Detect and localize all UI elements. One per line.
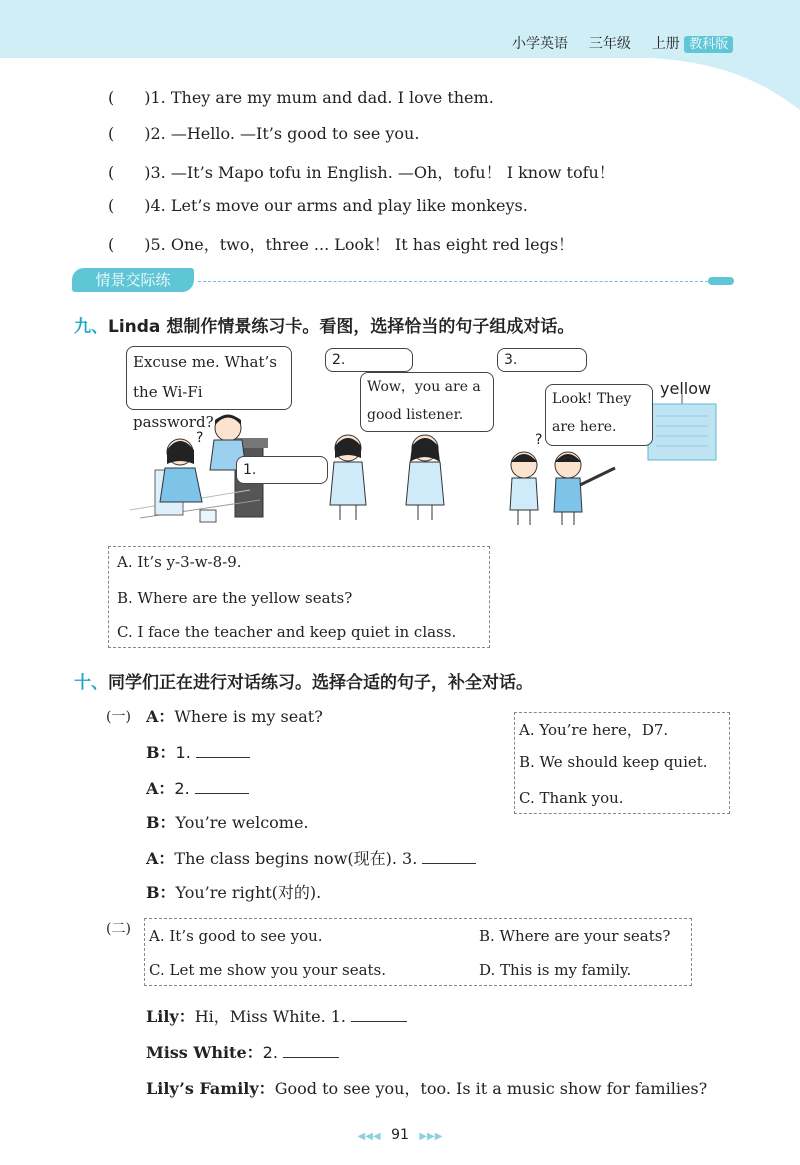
section9-title xyxy=(74,312,574,337)
footer-left-arrows: ◀◀◀ xyxy=(357,1131,381,1142)
section-banner xyxy=(72,268,194,292)
section9-options-box xyxy=(108,546,490,648)
section10-title xyxy=(74,668,533,693)
part2-options-box xyxy=(144,918,692,986)
yellow-seats-sign xyxy=(648,394,716,460)
footer-right-arrows: ▶▶▶ xyxy=(419,1131,443,1142)
scene3-boy-right xyxy=(554,452,615,525)
bubble-look-they-are-here: Look! They are here. xyxy=(545,384,653,446)
part2-option-d: D. This is my family. xyxy=(479,961,632,979)
scene2-girl-left xyxy=(330,435,366,520)
bubble-wifi-question: Excuse me. What’s the Wi-Fi password? xyxy=(126,346,292,410)
banner-end-pill xyxy=(708,277,734,285)
section9-option-a: A. It’s y-3-w-8-9. xyxy=(117,553,242,571)
header-info xyxy=(512,33,733,53)
scene3-question-mark: ? xyxy=(535,432,543,448)
part2-blank-1[interactable] xyxy=(351,1021,407,1022)
scene1-question-mark: ? xyxy=(196,430,204,446)
section9-option-c: C. I face the teacher and keep quiet in class. xyxy=(117,623,457,641)
part1-options-box xyxy=(514,712,730,814)
part1-line-5: A：The class begins now(现在). 3. xyxy=(146,846,476,869)
section10-number: 十、 xyxy=(74,673,108,693)
judge-item-2: ( )2. —Hello. —It’s good to see you. xyxy=(108,124,420,143)
section9-title-text: Linda 想制作情景练习卡。看图，选择恰当的句子组成对话。 xyxy=(108,317,575,337)
part1-blank-3[interactable] xyxy=(422,863,476,864)
part2-option-b: B. Where are your seats? xyxy=(479,927,671,945)
header-subject: 小学英语 xyxy=(512,36,568,52)
part2-line-3: Lily’s Family：Good to see you，too. Is it a music show for families? xyxy=(146,1079,708,1098)
part2-blank-2[interactable] xyxy=(283,1057,339,1058)
part1-line-1: A：Where is my seat? xyxy=(146,707,323,726)
section-banner-label: 情景交际练 xyxy=(95,271,171,289)
part2-line-1: Lily：Hi，Miss White. 1. xyxy=(146,1004,407,1027)
part1-option-c: C. Thank you. xyxy=(519,789,624,807)
footer-page-number xyxy=(340,1127,460,1143)
part2-option-c: C. Let me show you your seats. xyxy=(149,961,387,979)
banner-dashed-line xyxy=(198,281,708,282)
part1-label: (一) xyxy=(106,709,131,725)
page-number: 91 xyxy=(391,1127,409,1143)
part1-option-b: B. We should keep quiet. xyxy=(519,753,708,771)
judge-item-5: ( )5. One，two，three ... Look！ It has eight red legs！ xyxy=(108,235,575,254)
part1-blank-2[interactable] xyxy=(195,793,249,794)
blank-bubble-1[interactable]: 1. xyxy=(236,456,328,484)
judge-item-1: ( )1. They are my mum and dad. I love them. xyxy=(108,88,494,107)
scene3-boy-left xyxy=(510,452,538,525)
part2-option-a: A. It’s good to see you. xyxy=(149,927,323,945)
part2-label: (二) xyxy=(106,921,131,937)
part1-line-3: A：2. xyxy=(146,776,249,799)
section9-number: 九、 xyxy=(74,317,108,337)
bubble-good-listener: Wow，you are a good listener. xyxy=(360,372,494,432)
header-grade: 三年级 xyxy=(588,36,631,52)
sign-label-yellow: yellow xyxy=(660,379,712,398)
header-edition-badge: 教科版 xyxy=(684,36,733,53)
section9-option-b: B. Where are the yellow seats? xyxy=(117,589,353,607)
part1-option-a: A. You’re here，D7. xyxy=(519,721,669,739)
part1-blank-1[interactable] xyxy=(196,757,250,758)
judge-item-4: ( )4. Let’s move our arms and play like monkeys. xyxy=(108,196,528,215)
judge-item-3: ( )3. —It’s Mapo tofu in English. —Oh，tofu！ I know tofu！ xyxy=(108,163,615,182)
blank-bubble-2[interactable]: 2. xyxy=(325,348,413,372)
header-volume: 上册 xyxy=(651,36,680,52)
blank-bubble-3[interactable]: 3. xyxy=(497,348,587,372)
section10-title-text: 同学们正在进行对话练习。选择合适的句子，补全对话。 xyxy=(108,673,533,693)
part1-line-4: B：You’re welcome. xyxy=(146,813,309,832)
part1-line-2: B：1. xyxy=(146,740,250,763)
part1-line-6: B：You’re right(对的). xyxy=(146,883,322,902)
part2-line-2: Miss White：2. xyxy=(146,1040,339,1063)
scene2-girl-right xyxy=(406,435,444,520)
